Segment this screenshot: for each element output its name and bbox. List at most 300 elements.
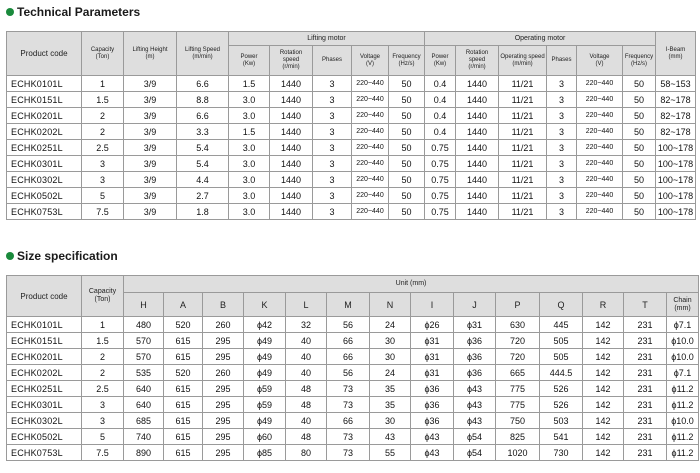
table-cell: 1440 [456,92,499,108]
product-code-cell: ECHK0202L [7,365,82,381]
table-cell: 3/9 [124,140,177,156]
table-cell: 40 [286,333,327,349]
table-cell: ϕ11.2 [667,381,699,397]
table-cell: ϕ36 [454,333,496,349]
table-cell: ϕ11.2 [667,429,699,445]
table-cell: 50 [389,172,425,188]
header-lifting-speed: Lifting Speed (m/min) [177,32,229,76]
table-cell: 1440 [270,204,313,220]
table-cell: 615 [164,445,203,461]
table-row [7,108,696,124]
table-cell: 220~440 [352,108,389,124]
table-cell: 890 [124,445,164,461]
table-cell: 11/21 [499,204,547,220]
table-cell: ϕ10.0 [667,413,699,429]
table-cell: 48 [286,397,327,413]
table-cell: 520 [164,365,203,381]
table-cell: 50 [623,108,656,124]
table-cell: 503 [540,413,583,429]
table-cell: 3 [547,76,577,92]
table-cell: 3 [313,188,352,204]
table-cell: 3 [547,124,577,140]
header-op-frequency: Frequency (Hz/s) [623,46,656,76]
table-cell: 1440 [456,124,499,140]
header-ibeam: I-Beam (mm) [656,32,696,76]
table-cell: 3 [547,204,577,220]
table-cell: 3.0 [229,92,270,108]
product-code-cell: ECHK0201L [7,108,82,124]
table-cell: 295 [203,413,244,429]
table-cell: 220~440 [577,76,623,92]
table-row [7,365,699,381]
table-cell: 220~440 [577,140,623,156]
table-cell: 100~178 [656,140,696,156]
table-cell: 0.4 [425,76,456,92]
table-cell: 570 [124,333,164,349]
table-cell: 1440 [270,172,313,188]
table-cell: 1440 [456,204,499,220]
table-cell: 58~153 [656,76,696,92]
table-cell: 3 [82,156,124,172]
table-cell: 6.6 [177,108,229,124]
table-cell: 615 [164,381,203,397]
table-cell: 220~440 [352,172,389,188]
table-cell: 0.75 [425,188,456,204]
table-cell: 750 [496,413,540,429]
table-cell: 50 [389,124,425,140]
table-cell: 220~440 [577,204,623,220]
table-cell: 615 [164,413,203,429]
table-cell: 50 [389,188,425,204]
table-cell: 30 [370,349,411,365]
table-cell: 40 [286,349,327,365]
header-op-voltage: Voltage (V) [577,46,623,76]
size-header-a: A [164,293,203,317]
table-cell: 11/21 [499,92,547,108]
table-cell: 73 [327,429,370,445]
table-cell: 82~178 [656,108,696,124]
table-cell: 3/9 [124,76,177,92]
table-cell: 3.0 [229,140,270,156]
table-row [7,156,696,172]
table-cell: ϕ49 [244,333,286,349]
table-cell: 82~178 [656,92,696,108]
table-cell: 5 [82,188,124,204]
table-cell: 3 [82,397,124,413]
table-cell: 505 [540,333,583,349]
table-cell: 50 [389,204,425,220]
table-cell: ϕ11.2 [667,397,699,413]
table-cell: 50 [389,76,425,92]
size-header-h: H [124,293,164,317]
technical-table-body [7,76,696,220]
table-cell: ϕ31 [411,333,454,349]
table-cell: 2.5 [82,140,124,156]
table-cell: 3.0 [229,156,270,172]
table-cell: ϕ54 [454,429,496,445]
table-cell: 2 [82,365,124,381]
table-cell: 0.75 [425,156,456,172]
table-cell: ϕ31 [411,365,454,381]
table-cell: 7.5 [82,204,124,220]
table-cell: 3 [313,156,352,172]
table-cell: 775 [496,381,540,397]
table-cell: 142 [583,397,624,413]
table-cell: 2 [82,124,124,140]
table-cell: ϕ36 [454,349,496,365]
table-cell: 231 [624,381,667,397]
table-cell: 3 [547,140,577,156]
table-cell: 3/9 [124,188,177,204]
table-cell: 220~440 [577,108,623,124]
table-cell: 1440 [270,124,313,140]
table-cell: 295 [203,381,244,397]
size-specification-table [6,275,699,461]
table-cell: 66 [327,413,370,429]
table-cell: 3.0 [229,172,270,188]
size-header-product-code: Product code [7,276,82,317]
table-cell: 3.0 [229,204,270,220]
size-header-t: T [624,293,667,317]
product-code-cell: ECHK0101L [7,76,82,92]
table-cell: 220~440 [577,156,623,172]
table-cell: ϕ43 [411,445,454,461]
table-cell: 73 [327,397,370,413]
table-cell: 50 [389,140,425,156]
size-header-m: M [327,293,370,317]
table-cell: 720 [496,349,540,365]
product-code-cell: ECHK0151L [7,92,82,108]
table-cell: 1440 [456,156,499,172]
size-header-k: K [244,293,286,317]
size-header-i: I [411,293,454,317]
table-cell: 231 [624,413,667,429]
table-cell: 80 [286,445,327,461]
table-cell: 142 [583,413,624,429]
table-row [7,349,699,365]
table-cell: 220~440 [352,156,389,172]
table-cell: 231 [624,429,667,445]
table-cell: 231 [624,445,667,461]
table-cell: 220~440 [352,124,389,140]
table-cell: ϕ49 [244,349,286,365]
table-cell: 11/21 [499,156,547,172]
product-code-cell: ECHK0301L [7,397,82,413]
table-cell: 720 [496,333,540,349]
table-cell: 570 [124,349,164,365]
table-row [7,92,696,108]
table-cell: 1.5 [229,76,270,92]
table-cell: 231 [624,397,667,413]
size-header-p: P [496,293,540,317]
product-code-cell: ECHK0753L [7,204,82,220]
table-cell: 11/21 [499,108,547,124]
table-cell: 3 [313,76,352,92]
table-cell: 1440 [456,76,499,92]
table-row [7,140,696,156]
product-code-cell: ECHK0201L [7,349,82,365]
table-cell: 3.3 [177,124,229,140]
header-rotation-speed: Rotation speed (r/min) [270,46,313,76]
table-cell: 4.4 [177,172,229,188]
technical-parameters-table [6,31,696,220]
table-cell: 50 [623,188,656,204]
table-cell: 526 [540,381,583,397]
product-code-cell: ECHK0753L [7,445,82,461]
section-bullet-icon [6,8,14,16]
table-cell: ϕ60 [244,429,286,445]
table-cell: 3 [313,108,352,124]
table-cell: 295 [203,429,244,445]
table-cell: 6.6 [177,76,229,92]
table-cell: 50 [623,76,656,92]
size-header-capacity: Capacity (Ton) [82,276,124,317]
table-cell: 220~440 [352,204,389,220]
table-cell: 0.75 [425,140,456,156]
table-cell: 100~178 [656,156,696,172]
table-cell: ϕ36 [411,397,454,413]
table-cell: 1440 [456,108,499,124]
table-cell: 2.7 [177,188,229,204]
table-cell: 7.5 [82,445,124,461]
table-cell: 730 [540,445,583,461]
table-cell: 142 [583,381,624,397]
table-cell: ϕ59 [244,381,286,397]
product-code-cell: ECHK0251L [7,381,82,397]
table-cell: 685 [124,413,164,429]
table-cell: 50 [623,140,656,156]
table-cell: 3 [313,204,352,220]
table-cell: ϕ42 [244,317,286,333]
table-cell: 295 [203,397,244,413]
table-cell: 142 [583,445,624,461]
table-cell: 3 [547,188,577,204]
table-cell: 1.8 [177,204,229,220]
product-code-cell: ECHK0302L [7,172,82,188]
table-cell: 3 [313,124,352,140]
table-cell: 50 [623,124,656,140]
product-code-cell: ECHK0202L [7,124,82,140]
table-cell: 50 [623,92,656,108]
header-phases: Phases [313,46,352,76]
table-cell: 142 [583,349,624,365]
table-cell: 56 [327,365,370,381]
table-cell: 5 [82,429,124,445]
table-cell: 3/9 [124,156,177,172]
table-row [7,204,696,220]
table-cell: 535 [124,365,164,381]
table-cell: 82~178 [656,124,696,140]
table-cell: 50 [623,172,656,188]
size-header-b: B [203,293,244,317]
table-cell: 11/21 [499,140,547,156]
table-cell: 30 [370,333,411,349]
table-cell: 260 [203,317,244,333]
table-row [7,397,699,413]
table-cell: 1440 [270,108,313,124]
table-cell: 66 [327,333,370,349]
product-code-cell: ECHK0502L [7,188,82,204]
table-cell: ϕ59 [244,397,286,413]
table-cell: ϕ36 [411,413,454,429]
table-cell: 1 [82,317,124,333]
table-cell: 505 [540,349,583,365]
size-header-j: J [454,293,496,317]
table-cell: 73 [327,445,370,461]
table-cell: 665 [496,365,540,381]
table-cell: 50 [389,108,425,124]
table-cell: 295 [203,333,244,349]
table-cell: 231 [624,317,667,333]
table-cell: 615 [164,397,203,413]
table-cell: 220~440 [577,124,623,140]
table-cell: 32 [286,317,327,333]
table-row [7,317,699,333]
table-cell: 142 [583,429,624,445]
table-cell: 220~440 [577,92,623,108]
table-row [7,124,696,140]
table-cell: 100~178 [656,188,696,204]
table-cell: 11/21 [499,188,547,204]
table-cell: 35 [370,397,411,413]
table-cell: 640 [124,381,164,397]
table-cell: 825 [496,429,540,445]
table-cell: 1020 [496,445,540,461]
table-cell: 775 [496,397,540,413]
table-cell: 615 [164,429,203,445]
header-power: Power (Kw) [229,46,270,76]
table-cell: ϕ10.0 [667,333,699,349]
table-row [7,445,699,461]
table-cell: 1440 [270,188,313,204]
table-cell: 142 [583,317,624,333]
table-cell: 1440 [270,156,313,172]
product-code-cell: ECHK0251L [7,140,82,156]
table-cell: ϕ49 [244,365,286,381]
header-op-rotation-speed: Rotation speed (r/min) [456,46,499,76]
table-cell: 220~440 [352,140,389,156]
header-product-code: Product code [7,32,82,76]
header-op-phases: Phases [547,46,577,76]
table-cell: 24 [370,365,411,381]
table-cell: ϕ54 [454,445,496,461]
table-cell: 231 [624,333,667,349]
table-cell: ϕ10.0 [667,349,699,365]
table-cell: 0.4 [425,92,456,108]
product-code-cell: ECHK0302L [7,413,82,429]
header-frequency: Frequency (Hz/s) [389,46,425,76]
size-header-unit: Unit (mm) [124,276,699,293]
table-cell: 40 [286,365,327,381]
table-cell: 526 [540,397,583,413]
table-cell: 231 [624,349,667,365]
product-code-cell: ECHK0301L [7,156,82,172]
header-operating-speed: Operating speed (m/min) [499,46,547,76]
size-header-chain: Chain (mm) [667,293,699,317]
table-cell: ϕ43 [454,397,496,413]
table-cell: 3 [547,156,577,172]
table-cell: 480 [124,317,164,333]
table-cell: 640 [124,397,164,413]
table-cell: 3.0 [229,188,270,204]
table-cell: 3 [313,172,352,188]
table-cell: ϕ31 [411,349,454,365]
table-cell: 630 [496,317,540,333]
table-cell: 100~178 [656,204,696,220]
table-cell: 50 [623,204,656,220]
table-cell: 295 [203,349,244,365]
table-cell: 520 [164,317,203,333]
table-cell: 740 [124,429,164,445]
table-cell: ϕ31 [454,317,496,333]
table-cell: 3/9 [124,204,177,220]
table-cell: 0.75 [425,172,456,188]
table-cell: ϕ43 [411,429,454,445]
table-cell: 100~178 [656,172,696,188]
header-voltage: Voltage (V) [352,46,389,76]
table-cell: ϕ49 [244,413,286,429]
table-cell: 3/9 [124,124,177,140]
table-cell: 48 [286,381,327,397]
table-cell: 3 [313,140,352,156]
table-cell: 1440 [456,140,499,156]
table-cell: 1440 [270,140,313,156]
table-cell: 1440 [270,76,313,92]
table-cell: 1.5 [82,92,124,108]
header-capacity: Capacity (Ton) [82,32,124,76]
section-bullet-icon [6,252,14,260]
table-cell: 220~440 [352,76,389,92]
table-cell: 615 [164,333,203,349]
table-cell: 50 [389,92,425,108]
table-cell: 3 [313,92,352,108]
table-cell: 1.5 [229,124,270,140]
table-cell: ϕ43 [454,413,496,429]
table-cell: 3 [547,92,577,108]
header-operating-motor: Operating motor [425,32,656,46]
size-title-text: Size specification [17,249,118,263]
table-row [7,76,696,92]
table-cell: ϕ36 [454,365,496,381]
table-cell: 5.4 [177,156,229,172]
table-cell: 11/21 [499,76,547,92]
size-table-body [7,317,699,461]
table-cell: 1440 [270,92,313,108]
table-row [7,381,699,397]
table-cell: 66 [327,349,370,365]
table-cell: ϕ26 [411,317,454,333]
table-cell: 220~440 [577,172,623,188]
table-cell: 220~440 [352,92,389,108]
table-cell: 2.5 [82,381,124,397]
table-cell: 40 [286,413,327,429]
header-lifting-height: Lifting Height (m) [124,32,177,76]
table-cell: 444.5 [540,365,583,381]
table-row [7,413,699,429]
size-header-n: N [370,293,411,317]
table-cell: 43 [370,429,411,445]
header-lifting-motor: Lifting motor [229,32,425,46]
table-cell: 1 [82,76,124,92]
size-header-q: Q [540,293,583,317]
table-cell: 24 [370,317,411,333]
table-cell: 2 [82,349,124,365]
table-cell: 1440 [456,172,499,188]
table-cell: 3 [547,108,577,124]
table-cell: 445 [540,317,583,333]
table-cell: ϕ7.1 [667,317,699,333]
table-cell: 55 [370,445,411,461]
